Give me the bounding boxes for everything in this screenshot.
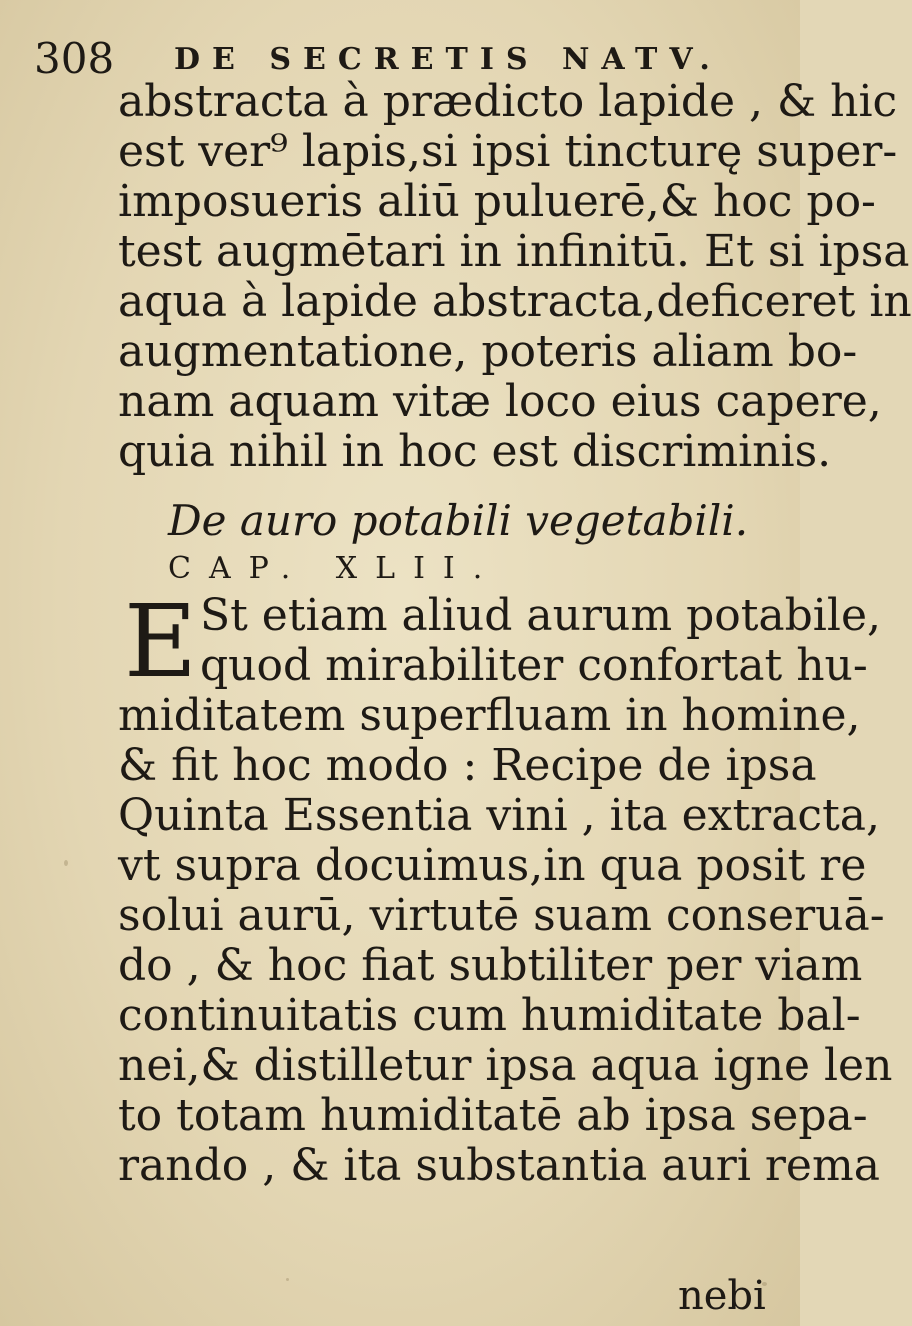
catchword: nebi <box>678 1273 766 1319</box>
text-line: imposueris aliū puluerē,& hoc po- <box>118 176 876 227</box>
text-line: vt supra docuimus,in qua posit re <box>118 840 867 891</box>
text-line: quod mirabiliter confortat hu- <box>200 640 868 691</box>
text-line: nei,& distilletur ipsa aqua igne len <box>118 1040 893 1091</box>
text-line: to totam humiditatē ab ipsa sepa- <box>118 1090 868 1141</box>
text-line: Quinta Essentia vini , ita extracta, <box>118 790 880 841</box>
chapter-heading: CAP. XLII. <box>168 551 501 586</box>
text-line: quia nihil in hoc est discriminis. <box>118 426 832 477</box>
text-line: rando , & ita substantia auri rema <box>118 1140 880 1191</box>
text-line: St etiam aliud aurum potabile, <box>200 590 881 641</box>
text-line: & fit hoc modo : Recipe de ipsa <box>118 740 817 791</box>
running-head: DE SECRETIS NATV. <box>174 42 722 77</box>
paper-speck <box>762 1282 767 1286</box>
text-line: continuitatis cum humiditate bal- <box>118 990 861 1041</box>
text-line: solui aurū, virtutē suam conseruā- <box>118 890 885 941</box>
paper-speck <box>286 1278 289 1281</box>
text-line: miditatem superfluam in homine, <box>118 690 861 741</box>
paper-speck <box>64 860 68 866</box>
page-number: 308 <box>34 34 115 83</box>
text-line: nam aquam vitæ loco eius capere, <box>118 376 882 427</box>
text-line: do , & hoc fiat subtiliter per viam <box>118 940 863 991</box>
chapter-subtitle: De auro potabili vegetabili. <box>168 496 749 545</box>
text-line: augmentatione, poteris aliam bo- <box>118 326 858 377</box>
text-line: test augmētari in infinitū. Et si ipsa <box>118 226 910 277</box>
text-line: est ver⁹ lapis,si ipsi tincturę super- <box>118 126 898 177</box>
text-line: abstracta à prædicto lapide , & hic <box>118 76 898 127</box>
text-line: aqua à lapide abstracta,deficeret in <box>118 276 912 327</box>
drop-cap-initial: E <box>124 583 197 700</box>
